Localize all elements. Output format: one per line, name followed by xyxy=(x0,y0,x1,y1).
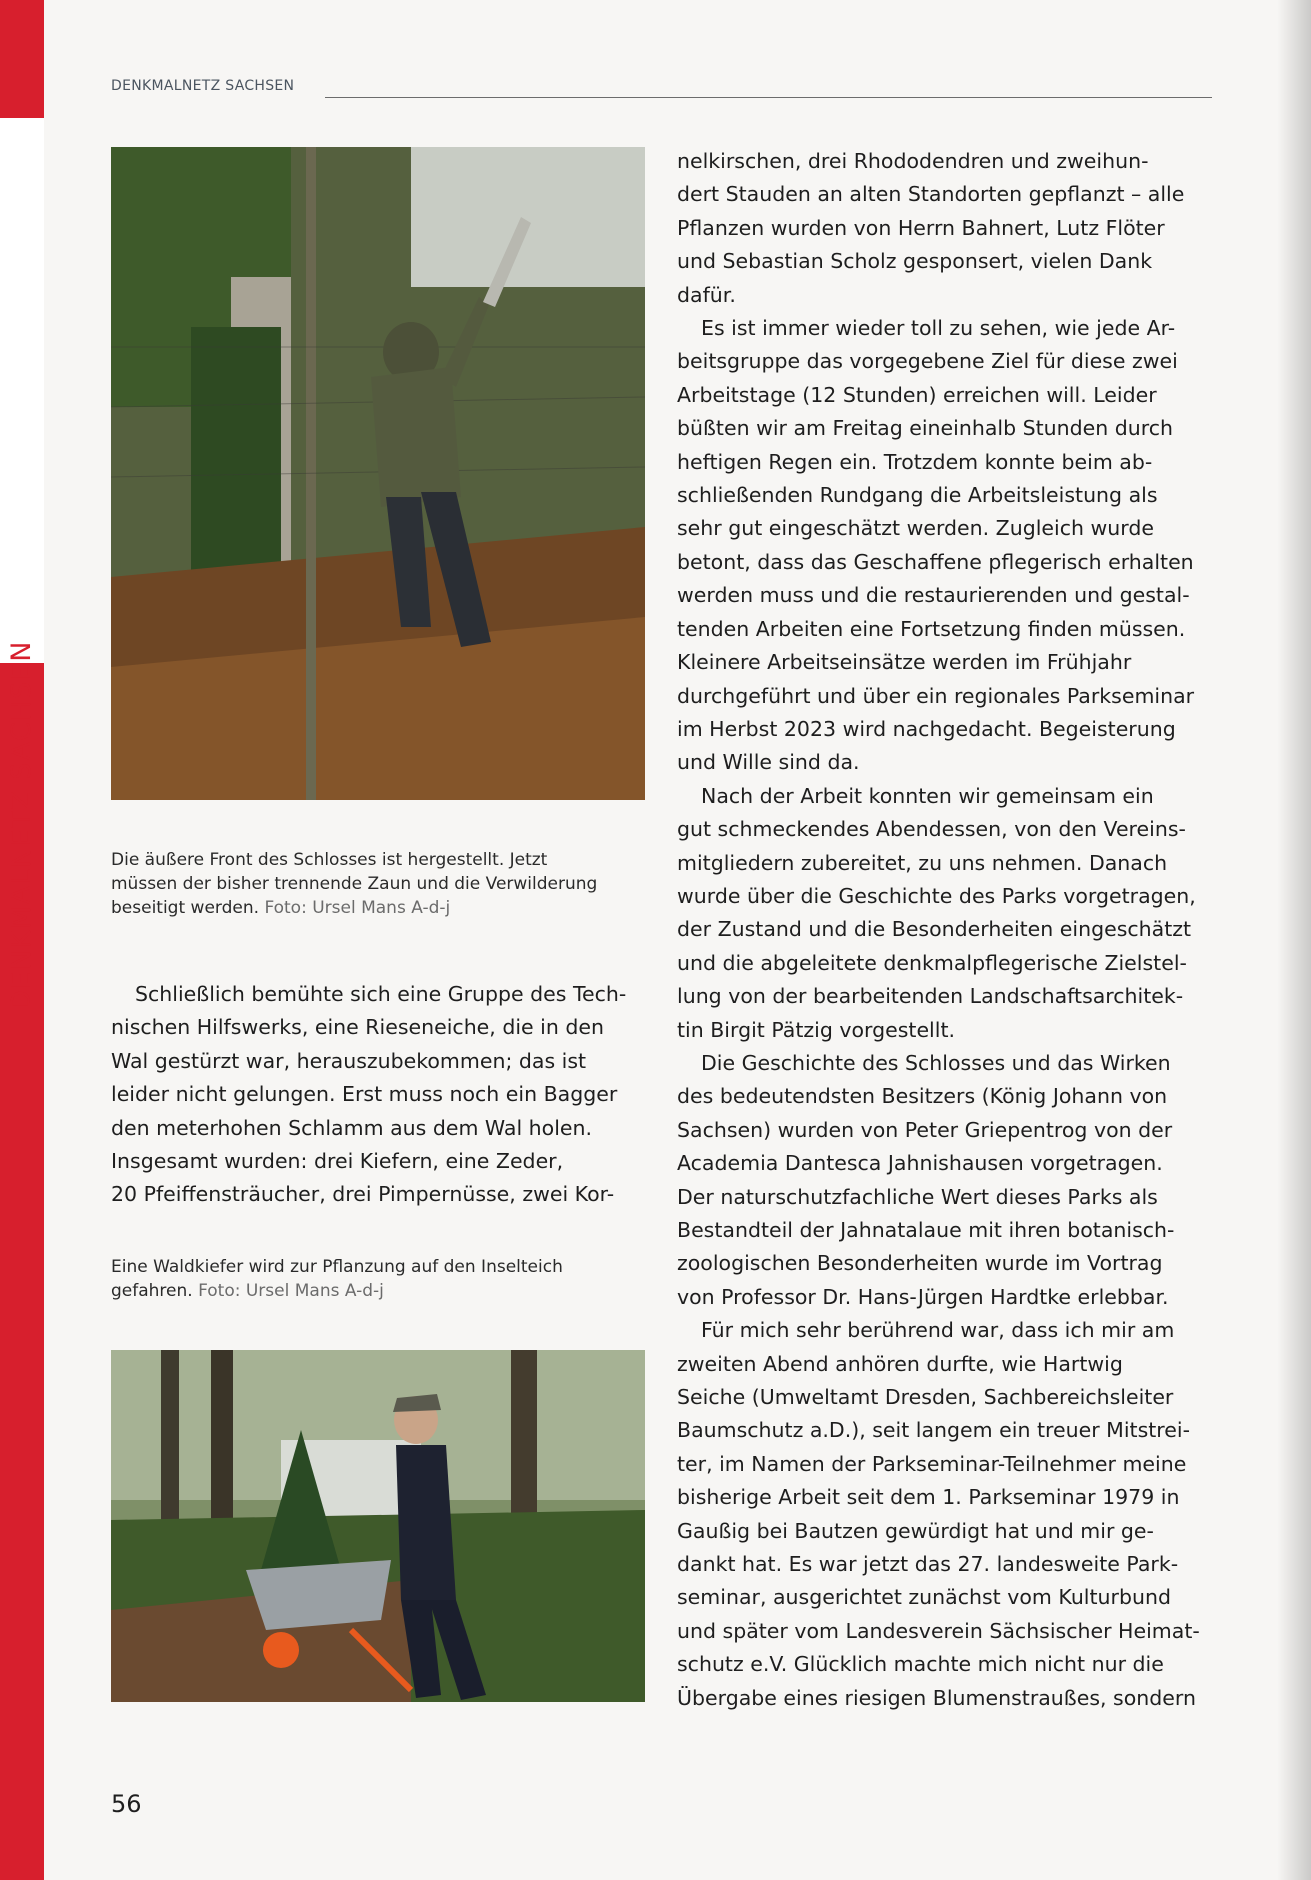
text-line: Arbeitstage (12 Stunden) erreichen will. Leider xyxy=(677,382,1157,407)
text-line: tin Birgit Pätzig vorgestellt. xyxy=(677,1017,956,1042)
text-line: bisherige Arbeit seit dem 1. Parkseminar 1979 in xyxy=(677,1485,1180,1510)
text-line: und Wille sind da. xyxy=(677,750,860,775)
text-line: dafür. xyxy=(677,282,736,307)
text-line: des bedeutendsten Besitzers (König Johann von xyxy=(677,1084,1168,1109)
running-header: DENKMALNETZ SACHSEN xyxy=(111,78,295,94)
text-line: Schließlich bemühte sich eine Gruppe des Tech- xyxy=(135,982,627,1006)
text-line: schutz e.V. Glücklich machte mich nicht nur die xyxy=(677,1652,1164,1677)
photo-fence-clearing xyxy=(111,147,645,800)
photo-credit: Foto: Ursel Mans A-d-j xyxy=(198,1281,384,1301)
text-line: Es ist immer wieder toll zu sehen, wie jede Ar- xyxy=(701,316,1176,341)
page-gutter-shadow xyxy=(1277,0,1311,1880)
caption-line xyxy=(111,1279,651,1303)
text-line: durchgeführt und über ein regionales Parkseminar xyxy=(677,683,1195,708)
photo-wheelbarrow-pine xyxy=(111,1350,645,1702)
text-line: gut schmeckendes Abendessen, von den Vereins- xyxy=(677,817,1186,842)
text-line: im Herbst 2023 wird nachgedacht. Begeisterung xyxy=(677,716,1176,741)
text-line: nischen Hilfswerks, eine Rieseneiche, die in den xyxy=(111,1015,604,1040)
photo-credit: Foto: Ursel Mans A-d-j xyxy=(264,898,451,918)
text-line: und später vom Landesverein Sächsischer Heimat- xyxy=(677,1618,1200,1643)
text-line: Baumschutz a.D.), seit langem ein treuer Mitstrei- xyxy=(677,1418,1190,1443)
paragraph xyxy=(677,1047,1215,1314)
text-line: betont, dass das Geschaffene pflegerisch erhalten xyxy=(677,549,1194,574)
text-line: mitgliedern zubereitet, zu uns nehmen. Danach xyxy=(677,850,1168,875)
text-line: Seiche (Umweltamt Dresden, Sachbereichsleiter xyxy=(677,1385,1174,1410)
photo1-caption xyxy=(111,848,651,920)
sidebar-vertical-title: DENKMALNETZ SACHSEN xyxy=(6,640,37,1012)
caption-line xyxy=(111,896,651,920)
text-line: leider nicht gelungen. Erst muss noch ein Bagger xyxy=(111,1082,618,1107)
text-line: Der naturschutzfachliche Wert dieses Parks als xyxy=(677,1184,1158,1209)
text-line: Pflanzen wurden von Herrn Bahnert, Lutz Flöter xyxy=(677,215,1165,240)
text-line: Die Geschichte des Schlosses und das Wirken xyxy=(701,1050,1171,1075)
caption-text: gefahren. xyxy=(111,1281,193,1301)
text-line: dankt hat. Es war jetzt das 27. landesweite Park- xyxy=(677,1552,1179,1577)
text-line: Insgesamt wurden: drei Kiefern, eine Zeder, xyxy=(111,1149,564,1174)
paragraph xyxy=(111,978,651,1212)
text-line: Übergabe eines riesigen Blumenstraußes, sondern xyxy=(677,1685,1196,1710)
caption-line: müssen der bisher trennende Zaun und die Verwilderung xyxy=(111,874,598,894)
text-line: wurde über die Geschichte des Parks vorgetragen, xyxy=(677,883,1196,908)
text-line: lung von der bearbeitenden Landschaftsarchitek- xyxy=(677,984,1184,1009)
caption-line: Die äußere Front des Schlosses ist hergestellt. Jetzt xyxy=(111,850,548,870)
text-line: und die abgeleitete denkmalpflegerische Zielstel- xyxy=(677,950,1187,975)
right-column-text xyxy=(677,145,1215,1715)
paragraph xyxy=(677,312,1215,780)
sidebar-notch xyxy=(0,118,44,663)
text-line: Bestandteil der Jahnatalaue mit ihren botanisch- xyxy=(677,1218,1175,1242)
text-line: 20 Pfeiffensträucher, drei Pimpernüsse, zwei Kor- xyxy=(111,1182,615,1207)
text-line: schließenden Rundgang die Arbeitsleistung als xyxy=(677,483,1158,508)
text-line: Academia Dantesca Jahnishausen vorgetragen. xyxy=(677,1151,1163,1176)
text-line: von Professor Dr. Hans-Jürgen Hardtke erlebbar. xyxy=(677,1284,1169,1309)
photo-fence-clearing-illustration xyxy=(111,147,645,800)
text-line: Gaußig bei Bautzen gewürdigt hat und mir ge- xyxy=(677,1518,1154,1543)
text-line: werden muss und die restaurierenden und gestal- xyxy=(677,583,1190,608)
text-line: heftigen Regen ein. Trotzdem konnte beim ab- xyxy=(677,449,1153,474)
paragraph xyxy=(677,1314,1215,1715)
text-line: zweiten Abend anhören durfte, wie Hartwig xyxy=(677,1351,1123,1376)
text-line: den meterhohen Schlamm aus dem Wal holen. xyxy=(111,1115,593,1140)
text-line: sehr gut eingeschätzt werden. Zugleich wurde xyxy=(677,516,1154,541)
header-rule xyxy=(325,97,1212,98)
photo2-caption xyxy=(111,1255,651,1303)
paragraph xyxy=(677,145,1215,312)
text-line: zoologischen Besonderheiten wurde im Vortrag xyxy=(677,1251,1163,1276)
page-number: 56 xyxy=(111,1790,142,1818)
text-line: ter, im Namen der Parkseminar-Teilnehmer meine xyxy=(677,1451,1187,1476)
text-line: Kleinere Arbeitseinsätze werden im Frühjahr xyxy=(677,650,1132,675)
text-line: seminar, ausgerichtet zunächst vom Kulturbund xyxy=(677,1585,1171,1610)
text-line: nelkirschen, drei Rhododendren und zweihun- xyxy=(677,149,1149,173)
text-line: und Sebastian Scholz gesponsert, vielen Dank xyxy=(677,249,1153,274)
photo-wheelbarrow-pine-illustration xyxy=(111,1350,645,1702)
text-line: Für mich sehr berührend war, dass ich mir am xyxy=(701,1318,1175,1343)
paragraph xyxy=(677,780,1215,1047)
text-line: Sachsen) wurden von Peter Griepentrog von der xyxy=(677,1117,1173,1142)
text-line: beitsgruppe das vorgegebene Ziel für diese zwei xyxy=(677,349,1178,374)
text-line: der Zustand und die Besonderheiten eingeschätzt xyxy=(677,917,1192,942)
text-line: Wal gestürzt war, herauszubekommen; das ist xyxy=(111,1048,587,1073)
text-line: tenden Arbeiten eine Fortsetzung finden müssen. xyxy=(677,616,1186,641)
left-column-text xyxy=(111,978,651,1212)
caption-text: beseitigt werden. xyxy=(111,898,260,918)
caption-line: Eine Waldkiefer wird zur Pflanzung auf den Inselteich xyxy=(111,1257,563,1277)
text-line: dert Stauden an alten Standorten gepflanzt – alle xyxy=(677,182,1185,207)
text-line: büßten wir am Freitag eineinhalb Stunden durch xyxy=(677,416,1174,441)
text-line: Nach der Arbeit konnten wir gemeinsam ein xyxy=(701,783,1154,808)
